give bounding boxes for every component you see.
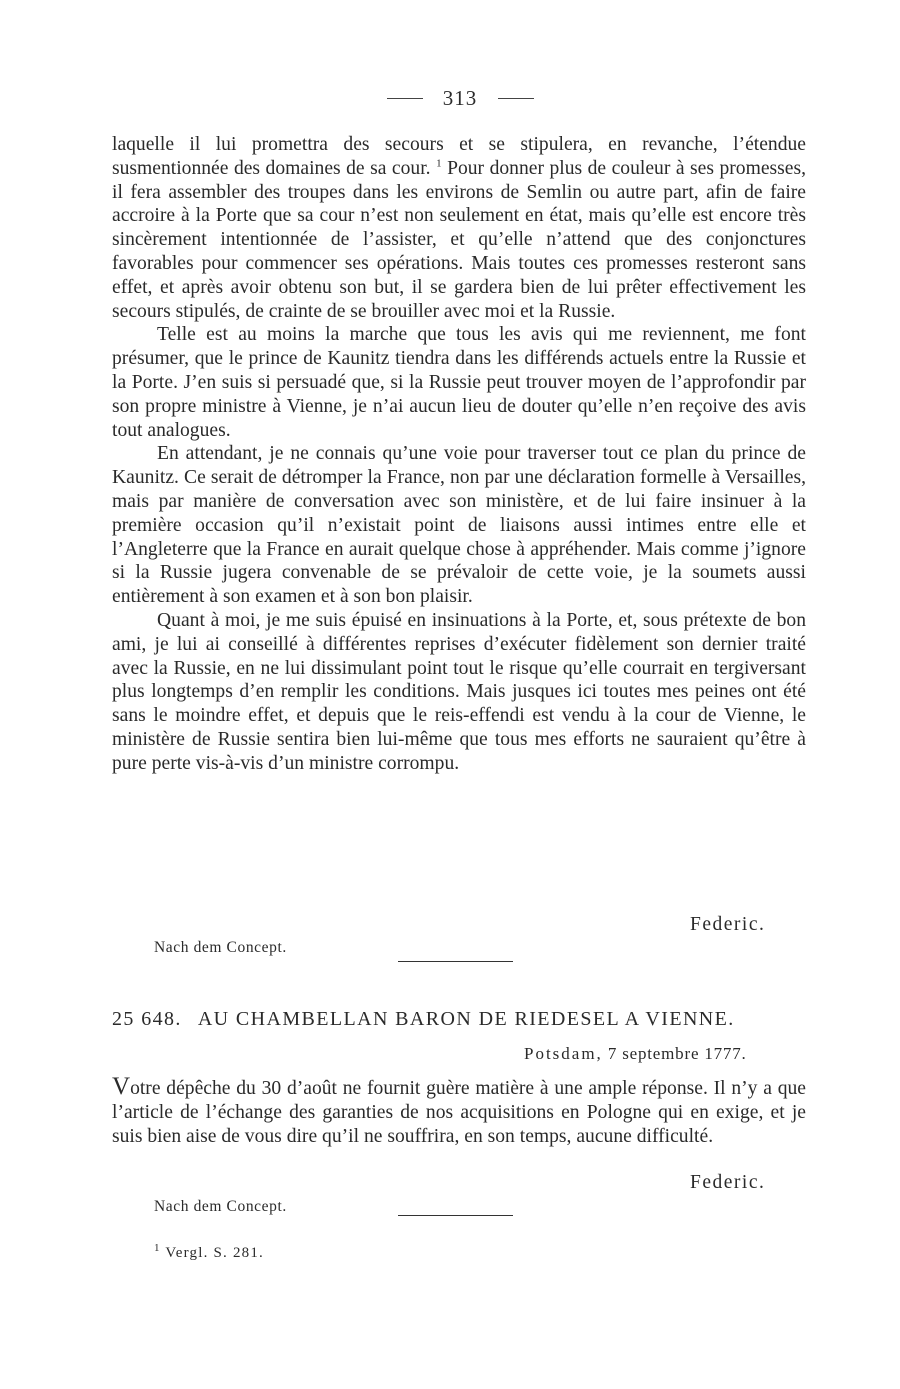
footnote-divider (398, 1215, 513, 1216)
letter-1-paragraph-2: Telle est au moins la marche que tous les avis qui me reviennent, me font présumer, que le prince de Kaunitz tiendra dans les différends actuels entre la Russie et la Porte. J’en suis si persuadé que, si la Russie peut trouver moyen de l’approfondir par son propre ministre à Vienne, je n’ai aucun lieu de douter qu’elle n’en reçoive des avis tout analogues. (112, 324, 806, 441)
letter-2-source-note: Nach dem Concept. (154, 1198, 287, 1215)
section-divider (398, 961, 513, 962)
page-number: 313 (442, 86, 478, 110)
letter-2-date: 7 septembre 1777. (607, 1044, 747, 1063)
page-header (0, 86, 900, 112)
footnote-text: Vergl. S. 281. (165, 1245, 265, 1261)
footnote (154, 1242, 265, 1262)
footnote-marker: 1 (154, 1242, 161, 1254)
letter-2-heading (112, 1008, 812, 1031)
letter-2-dateline (524, 1044, 747, 1064)
header-rule-left (387, 98, 423, 99)
letter-2-place: Potsdam, (524, 1044, 603, 1063)
letter-1-signature: Federic. (690, 914, 766, 935)
letter-2-signature: Federic. (690, 1172, 766, 1193)
footnote-reference: 1 (436, 157, 442, 170)
letter-1-paragraph-1: laquelle il lui promettra des secours et se stipulera, en revanche, l’étendue susmentionnée des domaines de sa cour. $^1$ Pour donner plus de couleur à ses promesses, il fera assembler des troupes dans les environs de Semlin ou autre part, afin de faire accroire à la Porte que sa cour n’est non seulement en état, mais qu’elle est encore très sincèrement intentionnée de l’assister, et qu’elle n’attend que des conjonctures favorables pour commencer ses opérations. Mais toutes ces promesses resteront sans effet, et après avoir obtenu son but, il se gardera bien de lui prêter effectivement les secours stipulés, de crainte de se brouiller avec moi et la Russie. (112, 134, 806, 322)
letter-2-paragraph: Votre dépêche du 30 d’août ne fournit guère matière à une ample réponse. Il n’y a que l’article de l’échange des garanties de nos acquisitions en Pologne qui en exige, et je suis bien aise de vous dire qu’il ne souffrira, en son temps, aucune difficulté. (112, 1073, 806, 1147)
header-rule-right (498, 98, 534, 99)
letter-1-body (112, 133, 806, 776)
letter-2-title: AU CHAMBELLAN BARON DE RIEDESEL A VIENNE. (197, 1008, 735, 1030)
letter-2-body (112, 1075, 806, 1148)
letter-1-paragraph-3: En attendant, je ne connais qu’une voie pour traverser tout ce plan du prince de Kaunitz. Ce serait de détromper la France, non par une déclaration formelle à Versailles, mais par manière de conversation avec son ministère, et de lui faire insinuer à la première occasion qu’il n’existait point de liaisons aussi intimes entre elle et l’Angleterre que la France en aurait quelque chose à appréhender. Mais comme j’ignore si la Russie jugera convenable de se prévaloir de cette voie, je la soumets aussi entièrement à son examen et à son bon plaisir. (112, 443, 806, 608)
letter-number: 25 648. (112, 1008, 182, 1030)
letter-1-source-note: Nach dem Concept. (154, 939, 287, 956)
letter-1-paragraph-4: Quant à moi, je me suis épuisé en insinuations à la Porte, et, sous prétexte de bon ami, je lui ai conseillé à différentes reprises d’exécuter fidèlement son dernier traité avec la Russie, en ne lui dissimulant point tout le risque qu’elle courrait en tergiversant plus longtemps d’en remplir les conditions. Mais jusques ici toutes mes peines ont été sans le moindre effet, et depuis que le reis-effendi est vendu à la cour de Vienne, le ministère de Russie sentira bien lui-même que tous mes efforts ne sauraient qu’être à pure perte vis-à-vis d’un ministre corrompu. (112, 609, 806, 774)
